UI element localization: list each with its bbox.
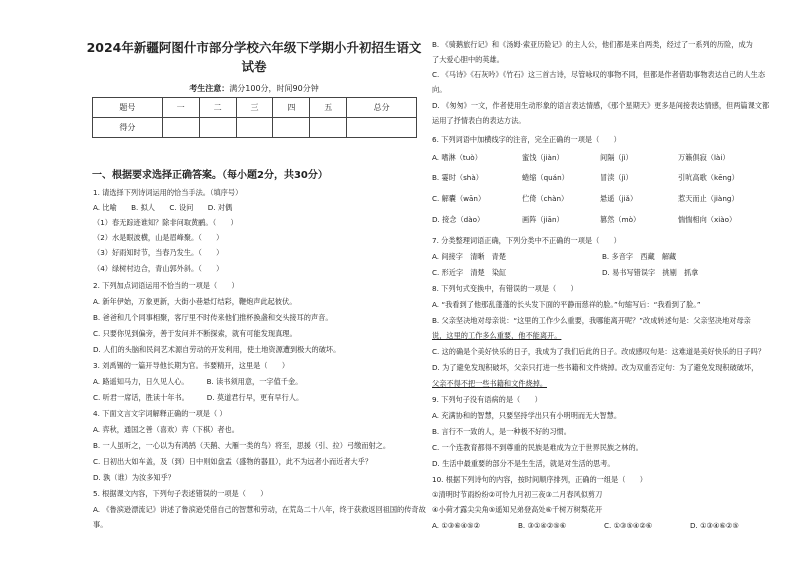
question-line: （3）好雨知时节，当春乃发生。（ ） xyxy=(93,248,224,257)
q7-option: C. 形近字 清楚 染缸 xyxy=(432,268,507,277)
exam-notice xyxy=(84,83,424,94)
question-line: B. 《骑鹅旅行记》和《汤姆·索亚历险记》的主人公，他们都是来自两类，经过了一系列的历险，成为 xyxy=(432,40,753,49)
question-line: D. 孰（谁）为汝多知乎？ xyxy=(93,473,175,482)
question-line: （1）春无踪迹谁知？除非问取黄鹂。（ ） xyxy=(93,218,238,227)
question-line: 10. 根据下列诗句的内容，按时间顺序排列，正确的一组是（ ） xyxy=(432,475,647,484)
q7-option: A. 间接字 清晰 青楚 xyxy=(432,252,507,261)
q6-option: 惴惴相向（xiào） xyxy=(678,215,737,224)
question-line: B. 言行不一致的人，是一种极不好的习惯。 xyxy=(432,427,571,436)
question-line: （2）水是眼波横，山是眉峰聚。（ ） xyxy=(93,233,224,242)
q10-option: B. ③①④②⑤⑥ xyxy=(518,521,567,530)
q6-option: 画阵（jiān） xyxy=(522,215,564,224)
question-line: 4. 下面文言文字词解释正确的一项是（ ） xyxy=(93,409,227,418)
question-line: C. 日初出大如车盖，及（到）日中则如盘盂（盛物的器皿），此不为远者小而近者大乎？ xyxy=(93,457,373,466)
question-line: C. 听君一席话，胜读十年书。 D. 莫道君行早，更有早行人。 xyxy=(93,393,304,402)
question-line: （4）绿树村边合，青山郭外斜。（ ） xyxy=(93,264,224,273)
question-line: C. 只要你见到偏旁，善于发问并不断探索，就有可能发现真理。 xyxy=(93,329,297,338)
score-cell xyxy=(273,118,310,138)
question-line: A. 弈秋，通国之善（喜欢）弈（下棋）者也。 xyxy=(93,425,239,434)
q6-option: 伫倚（chàn） xyxy=(522,194,569,203)
score-table-score-row xyxy=(93,118,417,138)
q6-option: 冒渎（jì） xyxy=(600,173,633,182)
question-line: 2. 下列加点词语运用不恰当的一项是（ ） xyxy=(93,281,239,290)
question-line: D. 人们的头脑和民间艺术源自劳动的开发利用，使土地资源遭到极大的破坏。 xyxy=(93,345,341,354)
score-cell xyxy=(310,118,347,138)
question-line: 父亲不得不把一些书籍和文件烧掉。 xyxy=(432,379,548,388)
score-cell xyxy=(162,118,199,138)
q6-option: 引吭高歌（kēng） xyxy=(678,173,739,182)
q6-option-row xyxy=(432,194,739,204)
q6-option: B. 霎时（shà） xyxy=(432,173,483,182)
question-line: A. 充满协和的智慧，只要坚持学出只有小明明而无大智慧。 xyxy=(432,411,622,420)
exam-title-line1: 2024年新疆阿图什市部分学校六年级下学期小升初招生语文 xyxy=(86,40,422,55)
q10-option-row xyxy=(432,521,739,531)
question-line: 5. 根据课文内容，下列句子表述错误的一项是（ ） xyxy=(93,489,268,498)
question-line: 8. 下列句式变换中，有错误的一项是（ ） xyxy=(432,284,578,293)
q6-option: 蜜饯（jiàn） xyxy=(522,153,564,162)
section-heading-1: 一、根据要求选择正确答案。（每小题2分，共30分） xyxy=(92,170,328,181)
question-line: 事。 xyxy=(93,520,108,529)
score-header-cell: 四 xyxy=(273,98,310,118)
q7-option-row xyxy=(432,268,698,278)
q7-option-row xyxy=(432,252,676,262)
question-line: 说，这里的工作多么重要，他不能离开。 xyxy=(432,331,562,340)
question-line: 运用了抒情表白的表达方法。 xyxy=(432,116,526,125)
score-cell xyxy=(236,118,273,138)
score-header-cell: 总分 xyxy=(347,98,417,118)
score-cell xyxy=(347,118,417,138)
question-line: ④小荷才露尖尖角⑤遥知兄弟登高处⑥千树万树梨花开 xyxy=(432,505,603,514)
score-row-label: 得分 xyxy=(93,118,163,138)
question-line: A. 《鲁滨逊漂流记》讲述了鲁滨逊凭借自己的智慧和劳动，在荒岛二十八年，终于获救返回祖国的传奇故 xyxy=(93,505,426,514)
question-line: D. 《匆匆》一文，作者使用生动形象的语言表达情感，《那个星期天》更多是间接表达情感，但两篇课文都 xyxy=(432,101,770,110)
score-header-cell: 五 xyxy=(310,98,347,118)
question-line: 3. 刘禹锡的一篇开导他长期为官。书要精开，这里是（ ） xyxy=(93,361,290,370)
question-line: A. “我看到了他那乱蓬蓬的长头发下面的平静而慈祥的脸。”句缩写后：“我看到了脸。” xyxy=(432,300,701,309)
q7-option: B. 多音字 西藏 解藏 xyxy=(602,252,677,261)
score-header-cell: 题号 xyxy=(93,98,163,118)
q10-option: C. ①③⑤④②⑥ xyxy=(604,521,653,530)
q6-option: A. 嗜淋（tuò） xyxy=(432,153,482,162)
q6-option: 蜷缩（quán） xyxy=(522,173,569,182)
question-line: 了大爱心胆中的英雄。 xyxy=(432,55,504,64)
q6-option: 万籁俱寂（lài） xyxy=(678,153,730,162)
score-table-header-row xyxy=(93,98,417,118)
q10-option: D. ①③④⑥②⑤ xyxy=(690,521,739,530)
question-line: 9. 下列句子没有语病的是（ ） xyxy=(432,395,542,404)
question-line: C. 一个连教育都得不到尊重的民族是难成为立于世界民族之林的。 xyxy=(432,443,643,452)
q6-option: 惹天而止（jiàng） xyxy=(678,194,739,203)
question-line: B. 爸爸和几个同事相聚，客厅里不时传来他们推杯换盏和交头接耳的声音。 xyxy=(93,313,333,322)
question-line: C. 《马诗》《石灰吟》《竹石》这三首古诗，尽管咏叹的事物不同，但都是作者借助事物表达自己的人生态 xyxy=(432,70,766,79)
q6-option-row xyxy=(432,153,730,163)
score-header-cell: 三 xyxy=(236,98,273,118)
q6-option: 篡然（mò） xyxy=(600,215,641,224)
q7-option: D. 易书写错误字 挑剔 抓拿 xyxy=(602,268,699,277)
exam-title-line2: 试卷 xyxy=(241,59,267,74)
question-line: C. 这的确是个美好快乐的日子，我成为了我们后此的日子。改成感叹句是：这难道是美好快乐的日子吗？ xyxy=(432,347,766,356)
question-line: D. 为了避免发现积破坏，父亲只打进一些书籍和文件烧掉。改为双重否定句：为了避免发现积破破坏， xyxy=(432,363,759,372)
score-cell xyxy=(199,118,236,138)
question-line: 向。 xyxy=(432,85,447,94)
question-line: A. 新年伊始，万象更新，大街小巷悬灯结彩，鞭炮声此起彼伏。 xyxy=(93,297,297,306)
q6-option: 间隔（jì） xyxy=(600,153,633,162)
question-line: 7. 分类整理词语正确，下列分类中不正确的一项是（ ） xyxy=(432,236,621,245)
question-line: 6. 下列词语中加横线字的注音，完全正确的一项是（ ） xyxy=(432,135,621,144)
q10-option: A. ①③⑥④⑤② xyxy=(432,521,481,530)
question-line: A. 路遥知马力，日久见人心。 B. 读书须用意，一字值千金。 xyxy=(93,377,303,386)
q6-option: 悬遥（jiǎ） xyxy=(600,194,638,203)
score-header-cell: 一 xyxy=(162,98,199,118)
question-line: 1. 请选择下列诗词运用的恰当手法。（填序号） xyxy=(93,188,243,197)
q6-option: C. 解囊（wān） xyxy=(432,194,486,203)
question-line: B. 父亲坚决地对母亲说：“这里的工作少么重要，我哪能离开呢？”改成转述句是：父亲坚决地对母亲 xyxy=(432,316,751,325)
question-line: ①清明时节雨纷纷②可怜九月初三夜③二月春风似剪刀 xyxy=(432,490,603,499)
question-line: D. 生活中最重要的部分不是生生活，就是对生活的思考。 xyxy=(432,459,615,468)
notice-label: 考生注意： xyxy=(189,84,230,93)
question-line: B. 一人虽听之，一心以为有鸿鹄（天鹅、大雁一类的鸟）将至，思援（引、拉）弓缴而射之。 xyxy=(93,441,391,450)
q6-option-row xyxy=(432,215,736,225)
q6-option: D. 接念（dào） xyxy=(432,215,485,224)
score-table xyxy=(92,97,417,138)
q6-option-row xyxy=(432,173,739,183)
question-line: A. 比喻 B. 拟人 C. 设问 D. 对偶 xyxy=(93,203,233,212)
score-header-cell: 二 xyxy=(199,98,236,118)
notice-text: 满分100分，时间90分钟 xyxy=(229,84,319,93)
